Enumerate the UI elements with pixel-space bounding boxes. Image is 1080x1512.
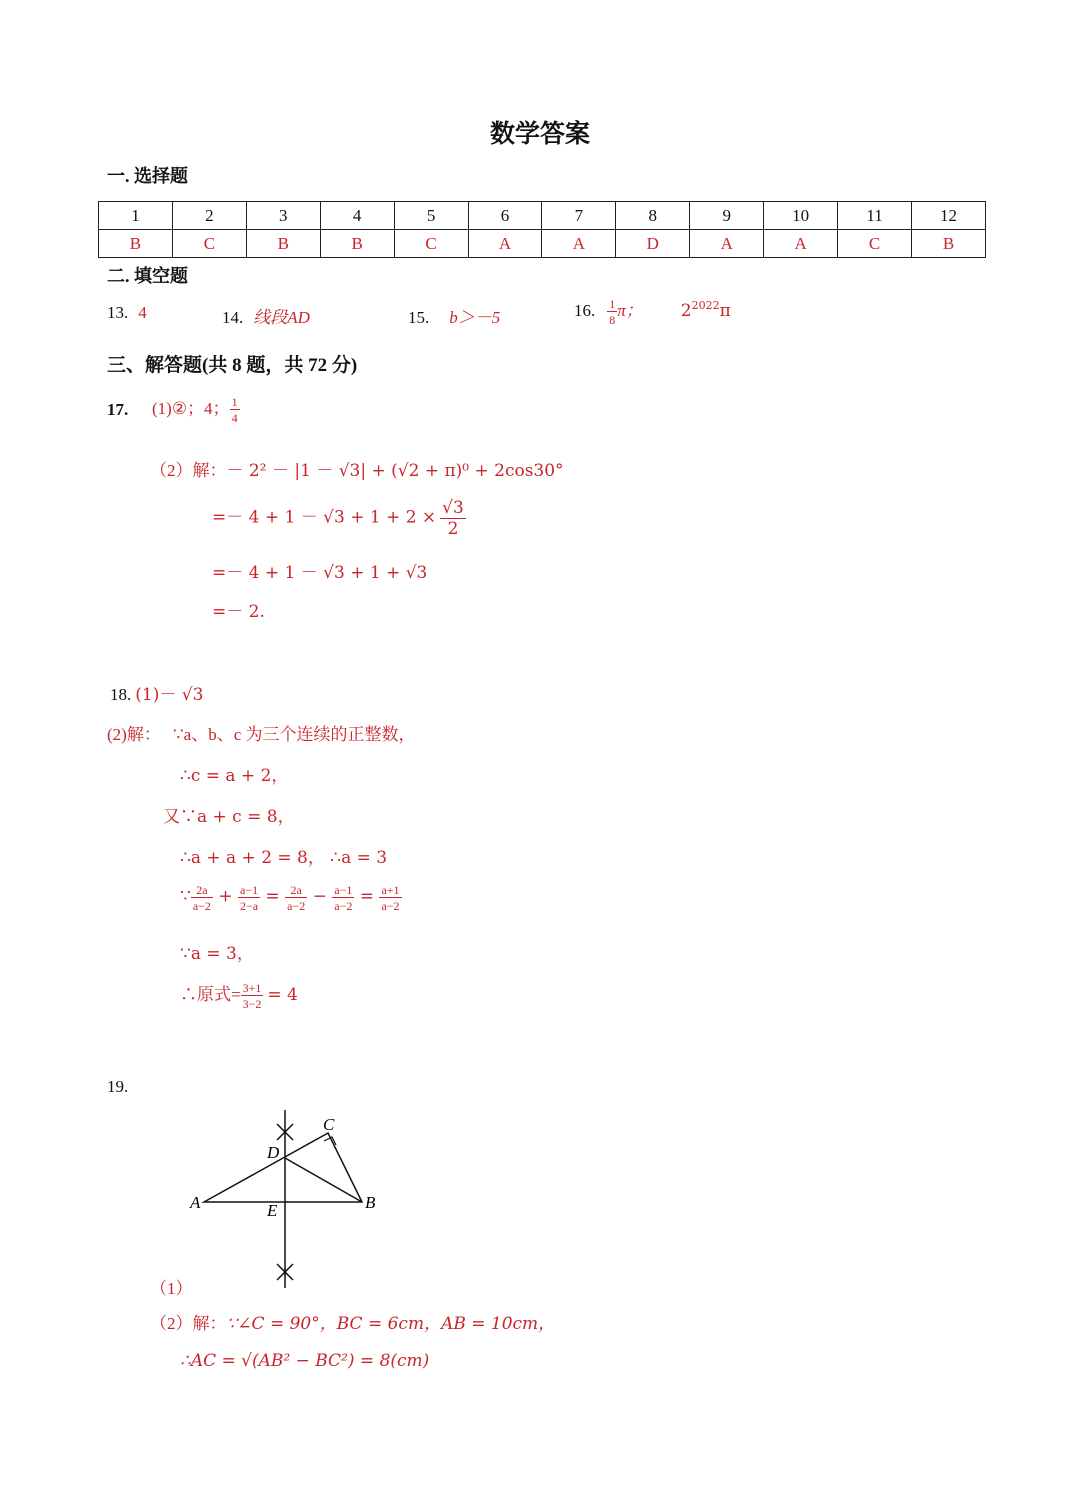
q18-part1: [110, 680, 203, 705]
answer: 线段AD: [253, 308, 310, 327]
numerator: a−1: [334, 883, 353, 897]
question-number: 13.: [107, 303, 129, 322]
part-label: (2)解：: [107, 725, 161, 744]
table-cell: 5: [394, 202, 468, 230]
q17-part2-line1: [150, 456, 564, 481]
answer-row: [99, 230, 986, 258]
table-cell: 1: [99, 202, 173, 230]
fraction: [332, 884, 354, 912]
fraction: [607, 298, 617, 326]
q14: [222, 303, 310, 328]
table-cell: 11: [838, 202, 912, 230]
table-cell: 4: [320, 202, 394, 230]
triangle-abc: [204, 1133, 362, 1202]
table-cell: B: [246, 230, 320, 258]
fraction: [238, 884, 260, 912]
q19-part2-line1: [150, 1309, 555, 1334]
table-cell: 3: [246, 202, 320, 230]
table-cell: C: [172, 230, 246, 258]
numerator: 3+1: [242, 981, 262, 996]
q18-part2-line6: ∵a = 3，: [180, 944, 254, 964]
table-cell: A: [764, 230, 838, 258]
table-cell: C: [838, 230, 912, 258]
numerator: 2a: [285, 884, 307, 898]
table-cell: D: [616, 230, 690, 258]
right-angle-mark: [324, 1137, 336, 1145]
section-fill-heading: 二. 填空题: [107, 266, 188, 286]
table-cell: A: [690, 230, 764, 258]
fraction: [230, 396, 240, 424]
part-label: （2）解：: [150, 461, 227, 480]
page-title: 数学答案: [489, 121, 590, 148]
choice-answer-table: [98, 201, 986, 258]
q18-part2-line2: ∴c = a + 2，: [180, 766, 289, 786]
denominator: a−2: [192, 899, 211, 913]
statement: ∵∠C = 90°，BC = 6cm，AB = 10cm，: [226, 1314, 556, 1334]
denominator: a−2: [334, 899, 353, 913]
table-cell: B: [911, 230, 985, 258]
denominator: 2−a: [239, 899, 259, 913]
q13: [107, 303, 147, 323]
pi: π: [719, 301, 731, 321]
numerator: a+1: [381, 883, 400, 897]
answer-tail: π；: [617, 301, 643, 320]
denominator: 4: [231, 411, 238, 426]
question-number-row: [99, 202, 986, 230]
label-d: D: [267, 1143, 280, 1162]
statement: ∵a、b、c 为三个连续的正整数，: [172, 725, 416, 744]
q19-part2-line2: ∴AC = √(AB² − BC²) = 8(cm): [180, 1351, 430, 1371]
label-a: A: [190, 1193, 201, 1212]
question-number: 16.: [574, 301, 596, 320]
expression: － 2² － |1 － √3| + (√2 + π)⁰ + 2cos30°: [226, 461, 564, 481]
q18-part2-line5: ∵ $\frac{2a}{a-2}$ + $\frac{a-1}{2-a}$ = $\frac{2a}{a-2}$ − $\frac{a-1}{a-2}$ = $\frac{a+1}{a-2}$: [180, 883, 400, 913]
denominator: 3−2: [242, 997, 262, 1012]
answer-a: [607, 297, 647, 328]
answer: (1)－ √3: [135, 685, 204, 705]
answer: (1)②；4；: [152, 399, 230, 418]
lead: ∴原式=: [180, 985, 241, 1004]
table-cell: 2: [172, 202, 246, 230]
table-cell: B: [320, 230, 394, 258]
q17-part2-line3: =－ 4 + 1 － √3 + 1 + √3: [212, 563, 428, 583]
label-c: C: [323, 1115, 335, 1134]
q17-part2-line2: [212, 500, 466, 538]
q18-part2-line7: [180, 980, 298, 1010]
section-solve-heading: 三、解答题(共 8 题，共 72 分): [107, 355, 358, 376]
fraction: [285, 884, 307, 912]
exponent: 2022: [691, 299, 720, 312]
numerator: 1: [609, 297, 616, 312]
q18-part2-line3: 又∵a + c = 8，: [163, 807, 295, 827]
numerator: 1: [231, 395, 238, 410]
fraction: [241, 982, 264, 1010]
q17-part1: [152, 394, 240, 424]
table-cell: 12: [911, 202, 985, 230]
table-cell: A: [542, 230, 616, 258]
table-cell: 8: [616, 202, 690, 230]
question-number: 18.: [110, 685, 132, 704]
label-e: E: [267, 1201, 278, 1220]
result: = 4: [267, 985, 298, 1005]
q15: [408, 303, 500, 328]
q19-geometry-figure: [180, 1100, 400, 1295]
q16: [574, 296, 731, 326]
numerator: a−1: [239, 883, 259, 897]
q19-part1: （1）: [150, 1279, 193, 1298]
answer: b＞－5: [449, 308, 501, 327]
table-cell: B: [99, 230, 173, 258]
question-number: 14.: [222, 308, 244, 327]
fraction: [191, 884, 213, 912]
q18-part2-line1: [107, 720, 415, 745]
table-cell: 10: [764, 202, 838, 230]
section-choice-heading: 一. 选择题: [107, 166, 188, 186]
label-b: B: [365, 1193, 376, 1212]
table-cell: 6: [468, 202, 542, 230]
q17-number: 17.: [107, 400, 129, 419]
because-symbol: ∵: [180, 886, 191, 907]
q18-part2-line4: ∴a + a + 2 = 8， ∴a = 3: [180, 848, 388, 868]
question-number: 15.: [408, 308, 430, 327]
answer-b: [681, 301, 731, 321]
table-cell: 7: [542, 202, 616, 230]
table-cell: 9: [690, 202, 764, 230]
table-cell: A: [468, 230, 542, 258]
numerator: 2a: [191, 884, 213, 898]
denominator: a−2: [287, 899, 306, 913]
part-label: （2）解：: [150, 1314, 227, 1333]
denominator: 2: [447, 519, 459, 539]
denominator: a−2: [381, 899, 400, 913]
q17-part2-line4: =－ 2.: [212, 602, 265, 622]
answer: 4: [138, 303, 147, 322]
table-cell: C: [394, 230, 468, 258]
denominator: 8: [609, 313, 616, 328]
numerator: √3: [442, 498, 464, 518]
base: 2: [680, 301, 692, 321]
expression: =－ 4 + 1 － √3 + 1 + 2 ×: [212, 507, 437, 528]
fraction: [379, 884, 401, 912]
q19-number: 19.: [107, 1077, 129, 1096]
fraction: [440, 500, 466, 538]
